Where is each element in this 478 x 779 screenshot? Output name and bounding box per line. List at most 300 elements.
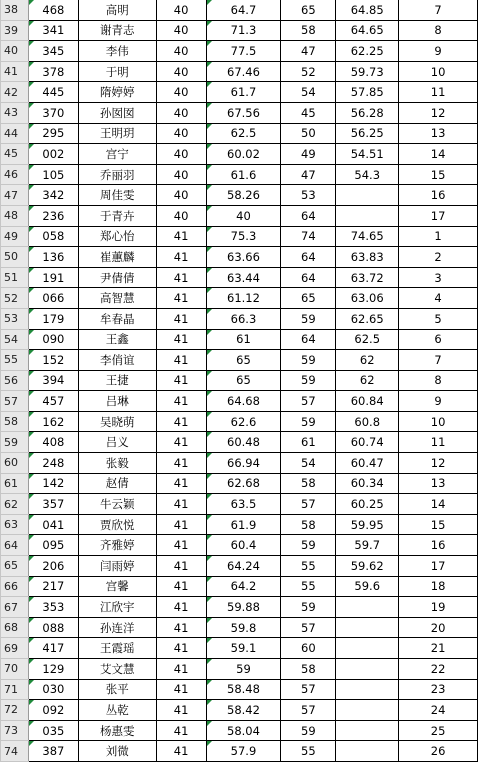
cell-rank[interactable] (399, 617, 478, 638)
cell-id[interactable] (28, 741, 78, 762)
cell-grade[interactable] (156, 576, 206, 597)
cell-id[interactable] (28, 432, 78, 453)
cell-composite[interactable] (336, 741, 399, 762)
cell-rank[interactable] (399, 741, 478, 762)
cell-name[interactable] (78, 391, 156, 412)
cell-id[interactable] (28, 700, 78, 721)
cell-rank[interactable] (399, 370, 478, 391)
row-header[interactable] (1, 391, 29, 412)
cell-score[interactable] (281, 61, 336, 82)
cell-composite[interactable] (336, 102, 399, 123)
cell-avg-score[interactable] (206, 535, 281, 556)
cell-avg-score[interactable] (206, 308, 281, 329)
cell-rank[interactable] (399, 494, 478, 515)
cell-rank[interactable] (399, 597, 478, 618)
cell-composite[interactable] (336, 267, 399, 288)
cell-id[interactable] (28, 308, 78, 329)
cell-id[interactable] (28, 494, 78, 515)
cell-grade[interactable] (156, 267, 206, 288)
cell-avg-score[interactable] (206, 556, 281, 577)
cell-rank[interactable] (399, 41, 478, 62)
cell-avg-score[interactable] (206, 432, 281, 453)
row-header[interactable] (1, 432, 29, 453)
cell-avg-score[interactable] (206, 41, 281, 62)
cell-composite[interactable] (336, 247, 399, 268)
cell-grade[interactable] (156, 123, 206, 144)
cell-rank[interactable] (399, 576, 478, 597)
cell-avg-score[interactable] (206, 123, 281, 144)
cell-name[interactable] (78, 638, 156, 659)
cell-name[interactable] (78, 308, 156, 329)
cell-rank[interactable] (399, 247, 478, 268)
cell-id[interactable] (28, 329, 78, 350)
cell-score[interactable] (281, 41, 336, 62)
cell-rank[interactable] (399, 164, 478, 185)
row-header[interactable] (1, 61, 29, 82)
cell-grade[interactable] (156, 741, 206, 762)
row-header[interactable] (1, 453, 29, 474)
cell-composite[interactable] (336, 308, 399, 329)
cell-name[interactable] (78, 82, 156, 103)
cell-composite[interactable] (336, 556, 399, 577)
cell-name[interactable] (78, 494, 156, 515)
cell-id[interactable] (28, 514, 78, 535)
cell-name[interactable] (78, 473, 156, 494)
cell-rank[interactable] (399, 267, 478, 288)
cell-avg-score[interactable] (206, 370, 281, 391)
cell-score[interactable] (281, 597, 336, 618)
cell-score[interactable] (281, 700, 336, 721)
cell-id[interactable] (28, 679, 78, 700)
cell-score[interactable] (281, 720, 336, 741)
cell-composite[interactable] (336, 350, 399, 371)
cell-rank[interactable] (399, 20, 478, 41)
cell-id[interactable] (28, 61, 78, 82)
cell-avg-score[interactable] (206, 700, 281, 721)
cell-id[interactable] (28, 20, 78, 41)
cell-grade[interactable] (156, 679, 206, 700)
row-header[interactable] (1, 659, 29, 680)
cell-composite[interactable] (336, 391, 399, 412)
cell-composite-value: 59.7 (354, 538, 381, 553)
cell-composite[interactable] (336, 432, 399, 453)
row-header[interactable] (1, 205, 29, 226)
row-header[interactable] (1, 288, 29, 309)
cell-avg-score[interactable] (206, 267, 281, 288)
cell-score[interactable] (281, 267, 336, 288)
cell-score[interactable] (281, 226, 336, 247)
cell-composite[interactable] (336, 164, 399, 185)
cell-grade[interactable] (156, 432, 206, 453)
cell-rank[interactable] (399, 0, 478, 20)
cell-name[interactable] (78, 226, 156, 247)
cell-name[interactable] (78, 20, 156, 41)
cell-score[interactable] (281, 617, 336, 638)
cell-name[interactable] (78, 432, 156, 453)
row-header[interactable] (1, 411, 29, 432)
cell-name[interactable] (78, 370, 156, 391)
row-header[interactable] (1, 514, 29, 535)
cell-score[interactable] (281, 0, 336, 20)
cell-grade[interactable] (156, 411, 206, 432)
row-header[interactable] (1, 638, 29, 659)
row-header[interactable] (1, 226, 29, 247)
cell-avg-score[interactable] (206, 144, 281, 165)
cell-composite[interactable] (336, 576, 399, 597)
row-header[interactable] (1, 494, 29, 515)
cell-grade[interactable] (156, 638, 206, 659)
cell-grade[interactable] (156, 185, 206, 206)
cell-grade[interactable] (156, 700, 206, 721)
cell-composite[interactable] (336, 0, 399, 20)
row-header[interactable] (1, 741, 29, 762)
cell-id[interactable] (28, 288, 78, 309)
row-header[interactable] (1, 0, 29, 20)
cell-score[interactable] (281, 473, 336, 494)
cell-rank[interactable] (399, 82, 478, 103)
cell-name[interactable] (78, 576, 156, 597)
cell-rank[interactable] (399, 329, 478, 350)
cell-id[interactable] (28, 720, 78, 741)
cell-grade[interactable] (156, 144, 206, 165)
row-header[interactable] (1, 617, 29, 638)
cell-score[interactable] (281, 205, 336, 226)
cell-grade[interactable] (156, 617, 206, 638)
cell-name[interactable] (78, 329, 156, 350)
cell-composite[interactable] (336, 473, 399, 494)
cell-rank[interactable] (399, 185, 478, 206)
cell-grade[interactable] (156, 102, 206, 123)
cell-rank[interactable] (399, 288, 478, 309)
cell-name[interactable] (78, 453, 156, 474)
cell-score[interactable] (281, 329, 336, 350)
cell-id[interactable] (28, 535, 78, 556)
cell-avg-score[interactable] (206, 61, 281, 82)
cell-avg-score[interactable] (206, 82, 281, 103)
cell-id[interactable] (28, 0, 78, 20)
cell-name[interactable] (78, 514, 156, 535)
cell-composite[interactable] (336, 659, 399, 680)
cell-grade[interactable] (156, 597, 206, 618)
cell-name[interactable] (78, 41, 156, 62)
cell-avg-score[interactable] (206, 494, 281, 515)
cell-name[interactable] (78, 185, 156, 206)
cell-grade[interactable] (156, 720, 206, 741)
cell-composite[interactable] (336, 617, 399, 638)
cell-rank[interactable] (399, 638, 478, 659)
cell-id[interactable] (28, 638, 78, 659)
cell-composite[interactable] (336, 514, 399, 535)
cell-score[interactable] (281, 164, 336, 185)
cell-name[interactable] (78, 350, 156, 371)
cell-grade[interactable] (156, 82, 206, 103)
cell-id[interactable] (28, 102, 78, 123)
cell-rank[interactable] (399, 391, 478, 412)
cell-name[interactable] (78, 741, 156, 762)
cell-grade[interactable] (156, 288, 206, 309)
cell-id[interactable] (28, 370, 78, 391)
cell-avg-score[interactable] (206, 102, 281, 123)
cell-composite[interactable] (336, 82, 399, 103)
cell-score[interactable] (281, 453, 336, 474)
cell-id[interactable] (28, 411, 78, 432)
cell-composite[interactable] (336, 41, 399, 62)
cell-avg-score[interactable] (206, 720, 281, 741)
row-header[interactable] (1, 535, 29, 556)
row-header[interactable] (1, 164, 29, 185)
error-indicator-icon (207, 453, 212, 458)
cell-rank[interactable] (399, 102, 478, 123)
cell-grade[interactable] (156, 61, 206, 82)
cell-grade[interactable] (156, 247, 206, 268)
cell-score[interactable] (281, 411, 336, 432)
cell-grade[interactable] (156, 473, 206, 494)
cell-grade[interactable] (156, 659, 206, 680)
cell-avg-score[interactable] (206, 514, 281, 535)
cell-composite[interactable] (336, 679, 399, 700)
cell-avg-score[interactable] (206, 473, 281, 494)
table-row (1, 453, 478, 474)
cell-name[interactable] (78, 267, 156, 288)
cell-score[interactable] (281, 370, 336, 391)
row-header[interactable] (1, 247, 29, 268)
cell-score[interactable] (281, 679, 336, 700)
cell-grade[interactable] (156, 494, 206, 515)
row-header[interactable] (1, 123, 29, 144)
row-header[interactable] (1, 370, 29, 391)
cell-grade[interactable] (156, 308, 206, 329)
cell-score[interactable] (281, 102, 336, 123)
cell-avg-score[interactable] (206, 597, 281, 618)
cell-avg-score[interactable] (206, 205, 281, 226)
row-header[interactable] (1, 597, 29, 618)
cell-id[interactable] (28, 453, 78, 474)
cell-rank[interactable] (399, 226, 478, 247)
row-header[interactable] (1, 329, 29, 350)
cell-rank[interactable] (399, 700, 478, 721)
cell-rank[interactable] (399, 308, 478, 329)
cell-composite[interactable] (336, 535, 399, 556)
cell-composite[interactable] (336, 453, 399, 474)
cell-score[interactable] (281, 308, 336, 329)
cell-composite[interactable] (336, 494, 399, 515)
cell-rank[interactable] (399, 659, 478, 680)
cell-id[interactable] (28, 247, 78, 268)
cell-id[interactable] (28, 350, 78, 371)
cell-score[interactable] (281, 494, 336, 515)
cell-composite[interactable] (336, 61, 399, 82)
cell-name[interactable] (78, 102, 156, 123)
row-header[interactable] (1, 41, 29, 62)
row-header[interactable] (1, 102, 29, 123)
cell-avg-score[interactable] (206, 20, 281, 41)
cell-composite[interactable] (336, 411, 399, 432)
row-header[interactable] (1, 185, 29, 206)
cell-name[interactable] (78, 556, 156, 577)
cell-rank[interactable] (399, 144, 478, 165)
cell-score[interactable] (281, 432, 336, 453)
cell-score[interactable] (281, 556, 336, 577)
cell-grade[interactable] (156, 20, 206, 41)
row-header[interactable] (1, 576, 29, 597)
cell-id[interactable] (28, 226, 78, 247)
cell-grade[interactable] (156, 535, 206, 556)
row-header[interactable] (1, 700, 29, 721)
row-header[interactable] (1, 308, 29, 329)
cell-id[interactable] (28, 185, 78, 206)
error-indicator-icon (207, 721, 212, 726)
cell-name[interactable] (78, 164, 156, 185)
cell-avg-score[interactable] (206, 741, 281, 762)
cell-grade[interactable] (156, 453, 206, 474)
cell-composite[interactable] (336, 226, 399, 247)
cell-rank[interactable] (399, 453, 478, 474)
cell-name[interactable] (78, 679, 156, 700)
cell-rank[interactable] (399, 432, 478, 453)
cell-name[interactable] (78, 659, 156, 680)
cell-grade[interactable] (156, 329, 206, 350)
cell-name[interactable] (78, 288, 156, 309)
cell-score[interactable] (281, 391, 336, 412)
cell-composite[interactable] (336, 700, 399, 721)
cell-rank[interactable] (399, 535, 478, 556)
cell-rank[interactable] (399, 720, 478, 741)
cell-avg-score[interactable] (206, 247, 281, 268)
cell-avg-score[interactable] (206, 453, 281, 474)
cell-avg-score[interactable] (206, 411, 281, 432)
cell-name[interactable] (78, 411, 156, 432)
cell-composite[interactable] (336, 205, 399, 226)
cell-avg-score[interactable] (206, 659, 281, 680)
cell-name[interactable] (78, 700, 156, 721)
cell-rank[interactable] (399, 123, 478, 144)
cell-name[interactable] (78, 61, 156, 82)
cell-score[interactable] (281, 638, 336, 659)
cell-avg-score[interactable] (206, 329, 281, 350)
cell-rank[interactable] (399, 205, 478, 226)
row-header[interactable] (1, 350, 29, 371)
cell-composite[interactable] (336, 185, 399, 206)
cell-id[interactable] (28, 144, 78, 165)
cell-id[interactable] (28, 597, 78, 618)
cell-avg-score[interactable] (206, 576, 281, 597)
row-header[interactable] (1, 267, 29, 288)
cell-score[interactable] (281, 82, 336, 103)
cell-id[interactable] (28, 123, 78, 144)
cell-score[interactable] (281, 659, 336, 680)
cell-avg-score[interactable] (206, 638, 281, 659)
cell-composite[interactable] (336, 720, 399, 741)
cell-composite[interactable] (336, 597, 399, 618)
cell-score[interactable] (281, 741, 336, 762)
row-header[interactable] (1, 144, 29, 165)
cell-score[interactable] (281, 535, 336, 556)
cell-avg-score[interactable] (206, 185, 281, 206)
cell-score[interactable] (281, 288, 336, 309)
cell-rank[interactable] (399, 556, 478, 577)
cell-grade[interactable] (156, 0, 206, 20)
cell-name[interactable] (78, 535, 156, 556)
cell-name[interactable] (78, 597, 156, 618)
cell-id[interactable] (28, 164, 78, 185)
cell-name[interactable] (78, 205, 156, 226)
cell-composite[interactable] (336, 20, 399, 41)
cell-grade[interactable] (156, 350, 206, 371)
cell-grade[interactable] (156, 370, 206, 391)
cell-avg-score[interactable] (206, 679, 281, 700)
cell-rank[interactable] (399, 411, 478, 432)
cell-score[interactable] (281, 350, 336, 371)
cell-rank[interactable] (399, 61, 478, 82)
cell-id[interactable] (28, 391, 78, 412)
cell-id[interactable] (28, 267, 78, 288)
cell-avg-score[interactable] (206, 617, 281, 638)
cell-name[interactable] (78, 144, 156, 165)
cell-rank[interactable] (399, 679, 478, 700)
cell-name[interactable] (78, 617, 156, 638)
cell-name[interactable] (78, 123, 156, 144)
cell-grade[interactable] (156, 391, 206, 412)
row-header[interactable] (1, 473, 29, 494)
row-header[interactable] (1, 720, 29, 741)
row-header[interactable] (1, 82, 29, 103)
cell-avg-score[interactable] (206, 164, 281, 185)
cell-id[interactable] (28, 659, 78, 680)
cell-name[interactable] (78, 247, 156, 268)
cell-avg-score[interactable] (206, 350, 281, 371)
cell-id[interactable] (28, 473, 78, 494)
cell-avg-score[interactable] (206, 0, 281, 20)
cell-score[interactable] (281, 576, 336, 597)
cell-grade[interactable] (156, 41, 206, 62)
cell-id[interactable] (28, 617, 78, 638)
cell-name[interactable] (78, 720, 156, 741)
cell-avg-score[interactable] (206, 226, 281, 247)
cell-composite[interactable] (336, 329, 399, 350)
cell-score[interactable] (281, 185, 336, 206)
cell-grade[interactable] (156, 164, 206, 185)
cell-grade[interactable] (156, 556, 206, 577)
cell-score[interactable] (281, 20, 336, 41)
cell-composite[interactable] (336, 370, 399, 391)
cell-id[interactable] (28, 82, 78, 103)
row-header[interactable] (1, 556, 29, 577)
cell-rank[interactable] (399, 514, 478, 535)
cell-grade[interactable] (156, 226, 206, 247)
cell-score[interactable] (281, 123, 336, 144)
cell-score[interactable] (281, 514, 336, 535)
cell-id[interactable] (28, 576, 78, 597)
cell-score[interactable] (281, 144, 336, 165)
cell-composite[interactable] (336, 123, 399, 144)
cell-grade[interactable] (156, 514, 206, 535)
row-header[interactable] (1, 20, 29, 41)
cell-grade[interactable] (156, 205, 206, 226)
cell-composite[interactable] (336, 638, 399, 659)
cell-name[interactable] (78, 0, 156, 20)
cell-id[interactable] (28, 41, 78, 62)
cell-id[interactable] (28, 556, 78, 577)
row-header[interactable] (1, 679, 29, 700)
cell-avg-score[interactable] (206, 391, 281, 412)
cell-composite[interactable] (336, 288, 399, 309)
cell-rank[interactable] (399, 473, 478, 494)
cell-rank[interactable] (399, 350, 478, 371)
cell-composite[interactable] (336, 144, 399, 165)
cell-id[interactable] (28, 205, 78, 226)
cell-score[interactable] (281, 247, 336, 268)
cell-avg-score[interactable] (206, 288, 281, 309)
